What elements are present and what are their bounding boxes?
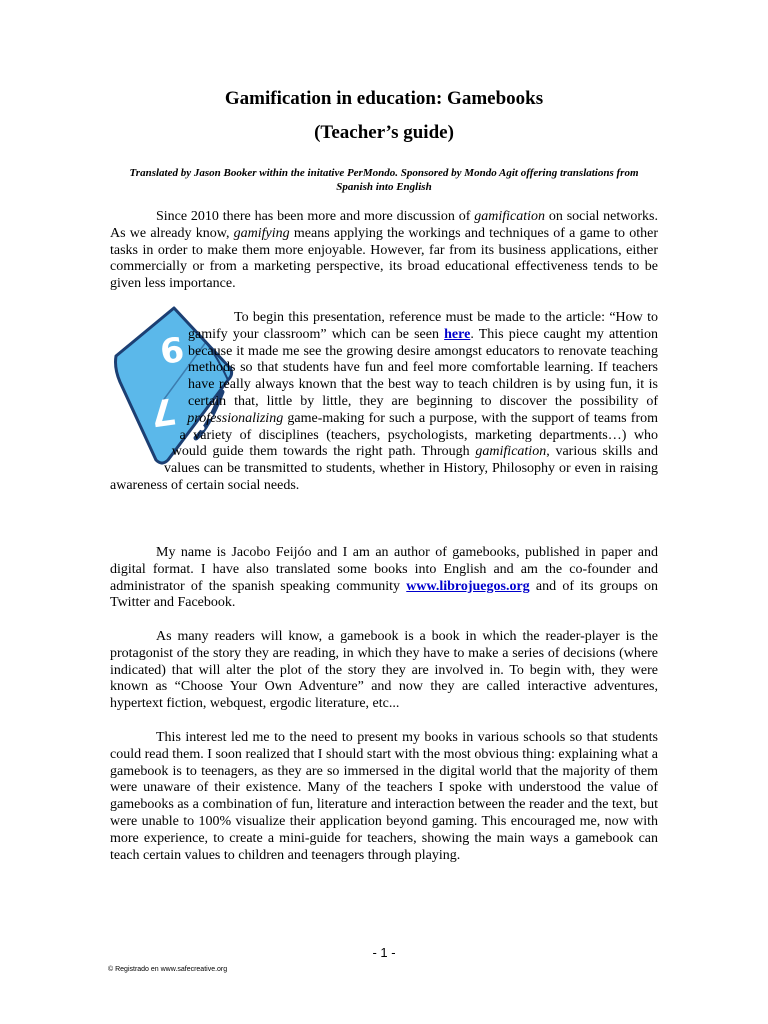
paragraph-article: To begin this presentation, reference must be made to the article: “How to gamify your classroom” which can be seen here. This piece caught my attention because it made me see the growing desire amongst educators to renovate teaching methods so that students have fun and feel more comfortable learning. If teachers have really always known that the best way to teach children is by using fun, it is certain that, little by little, they are beginning to discover the possibility of professionalizing game-making for such a purpose, with the support of teams from a variety of disciplines (teachers, psychologists, marketing departments…) who would guide them towards the right path. Through gamification, various skills and values can be transmitted to students, whether in History, Philosophy or even in raising awareness of certain social needs. — [110, 310, 658, 495]
paragraph-intro: Since 2010 there has been more and more discussion of gamification on social networks. As we already know, gamifying means applying the workings and techniques of a game to other tasks in order to make them more enjoyable. However, far from its business applications, either commercially or from a marketing perspective, its broad educational effectiveness tends to be given less importance. — [110, 209, 659, 292]
paragraph-schools: This interest led me to the need to present my books in various schools so that students could read them. I soon realized that I should start with the most obvious thing: explaining what a gamebook is to teenagers, as they are so immersed in the digital world that the majority of them were unaware of their existence. Many of the teachers I spoke with understood the value of gamebooks as a combination of fun, literature and interaction between the reader and the text, but were unable to 100% visualize their application beyond gaming. This encouraged me, now with more experience, to create a mini-guide for teachers, showing the main ways a gamebook can teach certain values to children and teenagers through playing. — [110, 730, 658, 863]
dice-side-face: 7 — [147, 389, 179, 434]
librojuegos-link[interactable]: www.librojuegos.org — [406, 578, 530, 594]
document-subtitle: (Teacher’s guide) — [314, 122, 454, 143]
here-link[interactable]: here — [444, 326, 471, 342]
dice-float-spacer — [64, 310, 188, 470]
document-title: Gamification in education: Gamebooks — [224, 88, 544, 109]
page-number: - 1 - — [372, 945, 396, 960]
copyright-footer: © Registrado en www.safecreative.org — [108, 966, 228, 973]
translation-credit: Translated by Jason Booker within the initative PerMondo. Sponsored by Mondo Agit offering translations from Spanish into English — [129, 167, 639, 193]
dice-top-face: 6 — [157, 330, 187, 373]
paragraph-gamebook-definition: As many readers will know, a gamebook is a book in which the reader-player is the protagonist of the story they are reading, in which they have to make a series of decisions (where indicated) that will alter the plot of the story they are involved in. To begin with, they were known as “Choose Your Own Adventure” and now they are called interactive adventures, hypertext fiction, webquest, ergodic literature, etc... — [110, 629, 658, 712]
paragraph-author: My name is Jacobo Feijóo and I am an author of gamebooks, published in paper and digital format. I have also translated some books into English and am the co-founder and administrator of the spanish speaking community www.librojuegos.org and of its groups on Twitter and Facebook. — [110, 545, 658, 611]
